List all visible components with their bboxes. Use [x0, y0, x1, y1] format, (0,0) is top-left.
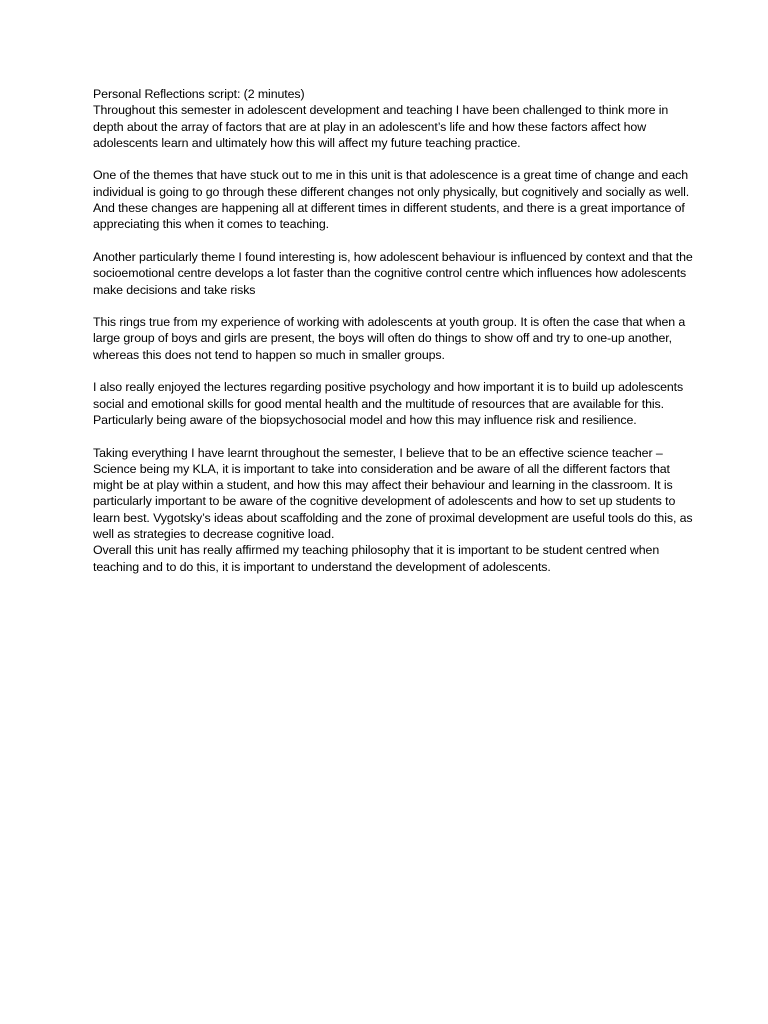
document-page — [93, 86, 693, 575]
paragraph-themes-change: One of the themes that have stuck out to me in this unit is that adolescence is a great time of change and each individual is going to go through these different changes not only physically, but cognitively and socially as well. And these changes are happening all at different times in different students, and there is a great importance of appreciating this when it comes to teaching. — [93, 168, 690, 232]
document-title: Personal Reflections script: (2 minutes) — [93, 87, 305, 101]
paragraph-youth-group: This rings true from my experience of working with adolescents at youth group. It is often the case that when a large group of boys and girls are present, the boys will often do things to show off and try to one-up another, whereas this does not tend to happen so much in smaller groups. — [93, 315, 686, 362]
paragraph-positive-psychology: I also really enjoyed the lectures regarding positive psychology and how important it is to build up adolescents social and emotional skills for good mental health and the multitude of resources that are available for this. Particularly being aware of the biopsychosocial model and how this may influence risk and resilience. — [93, 380, 684, 427]
paragraph-intro: Throughout this semester in adolescent development and teaching I have been challenged to think more in depth about the array of factors that are at play in an adolescent’s life and how these factors affect how adolescents learn and ultimately how this will affect my future teaching practice. — [93, 103, 669, 150]
paragraph-conclusion: Overall this unit has really affirmed my teaching philosophy that it is important to be student centred when teaching and to do this, it is important to understand the development of adolescents. — [93, 543, 660, 574]
paragraph-effective-teacher: Taking everything I have learnt throughout the semester, I believe that to be an effective science teacher – Science being my KLA, it is important to take into consideration and be aware of all the different factors that might be at play within a student, and how this may affect their behaviour and learning in the classroom. It is particularly important to be aware of the cognitive development of adolescents and how to set up students to learn best. Vygotsky’s ideas about scaffolding and the zone of proximal development are useful tools do this, as well as strategies to decrease cognitive load. — [93, 445, 693, 542]
paragraph-behaviour-context: Another particularly theme I found interesting is, how adolescent behaviour is influenced by context and that the socioemotional centre develops a lot faster than the cognitive control centre which influences how adolescents make decisions and take risks — [93, 249, 693, 297]
